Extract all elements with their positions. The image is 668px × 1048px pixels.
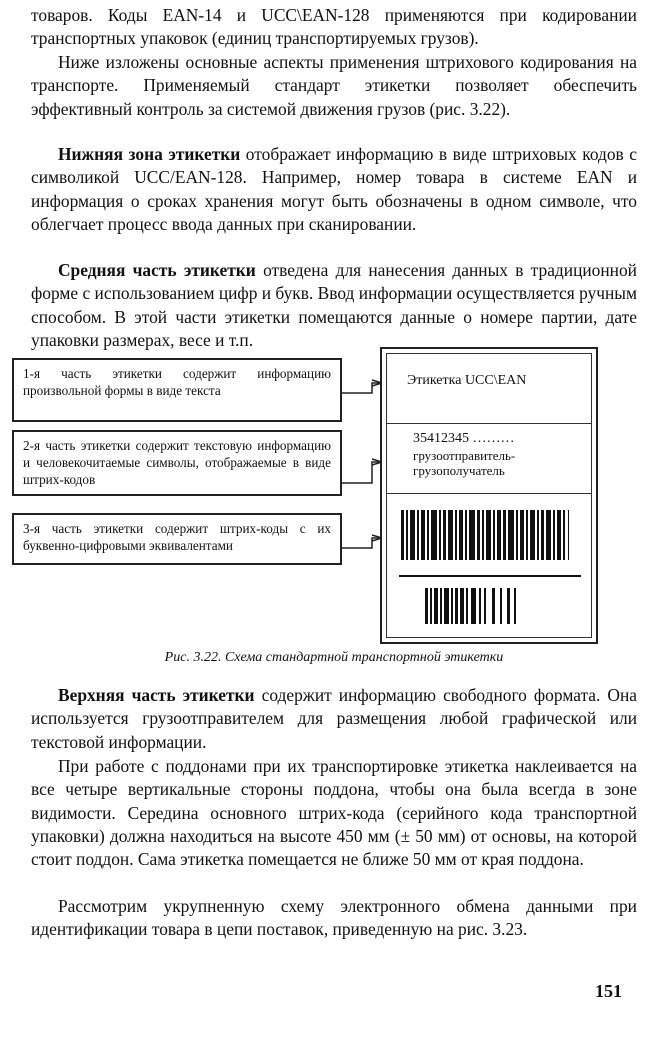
paragraph-1: товаров. Коды EAN-14 и UCC\EAN-128 применяются при кодировании транспортных упаковок (единиц транспортируемых грузов). xyxy=(31,5,637,49)
label-middle-section xyxy=(387,424,591,494)
barcode-graphics xyxy=(387,494,593,639)
paragraph-pallets: При работе с поддонами при их транспортировке этикетка наклеивается на все четыре вертикальные стороны поддона, чтобы она была всегда в зоне видимости. Середина основного штрих-кода (серийного кода транспортной упаковки) должна находиться на высоте 450 мм (± 50 мм) от основы, на которой стоит поддон. Сама этикетка помещается не ближе 50 мм от края поддона. xyxy=(31,756,637,870)
part-1-box xyxy=(12,358,342,422)
part-1-text: 1-я часть этикетки содержит информацию произвольной формы в виде текста xyxy=(23,366,331,398)
part-3-text: 3-я часть этикетки содержит штрих-коды с их буквенно-цифровыми эквивалентами xyxy=(23,521,331,553)
paragraph-2: Ниже изложены основные аспекты применения штрихового кодирования на транспорте. Применяемый стандарт этикетки позволяет обеспечить эффективный контроль за системой движения грузов (рис. 3.22). xyxy=(31,52,637,119)
label-barcode-section xyxy=(387,494,591,637)
label-title: Этикетка UCC\EAN xyxy=(407,373,527,388)
barcode-divider xyxy=(399,575,581,577)
label-top-section xyxy=(387,354,591,424)
figure-caption: Рис. 3.22. Схема стандартной транспортной этикетки xyxy=(164,650,504,665)
part-2-box xyxy=(12,430,342,496)
barcode-main xyxy=(401,510,569,560)
label-code: 35412345 ……… xyxy=(413,431,515,446)
paragraph-lower-zone: Нижняя зона этикетки отображает информацию в виде штриховых кодов с символикой UCC/EAN-128. Например, номер товара в системе EAN и информация о сроках хранения могут быть обозначены в одном символе, что облегчает процесс ввода данных при сканировании. xyxy=(31,144,638,234)
transport-label xyxy=(380,347,598,644)
barcode-secondary xyxy=(425,588,516,624)
paragraph-scheme-ref: Рассмотрим укрупненную схему электронного обмена данными при идентификации товара в цепи поставок, приведенную на рис. 3.23. xyxy=(31,896,637,940)
part-2-text: 2-я часть этикетки содержит текстовую информацию и человекочитаемые символы, отображаемые в виде штрих-кодов xyxy=(23,438,331,487)
label-shipper: грузоотправитель- xyxy=(413,448,516,463)
paragraph-middle-part: Средняя часть этикетки отведена для нанесения данных в традиционной форме с использованием цифр и букв. Ввод информации осуществляется ручным способом. В этой части этикетки помещаются данные о номере партии, дате упаковки размерах, весе и т.п. xyxy=(31,260,637,350)
page-number: 151 xyxy=(595,981,622,1001)
paragraph-upper-part: Верхняя часть этикетки содержит информацию свободного формата. Она используется грузоотправителем для размещения любой графической или текстовой информации. xyxy=(31,685,637,752)
label-consignee: грузополучатель xyxy=(413,463,505,478)
part-3-box xyxy=(12,513,342,565)
